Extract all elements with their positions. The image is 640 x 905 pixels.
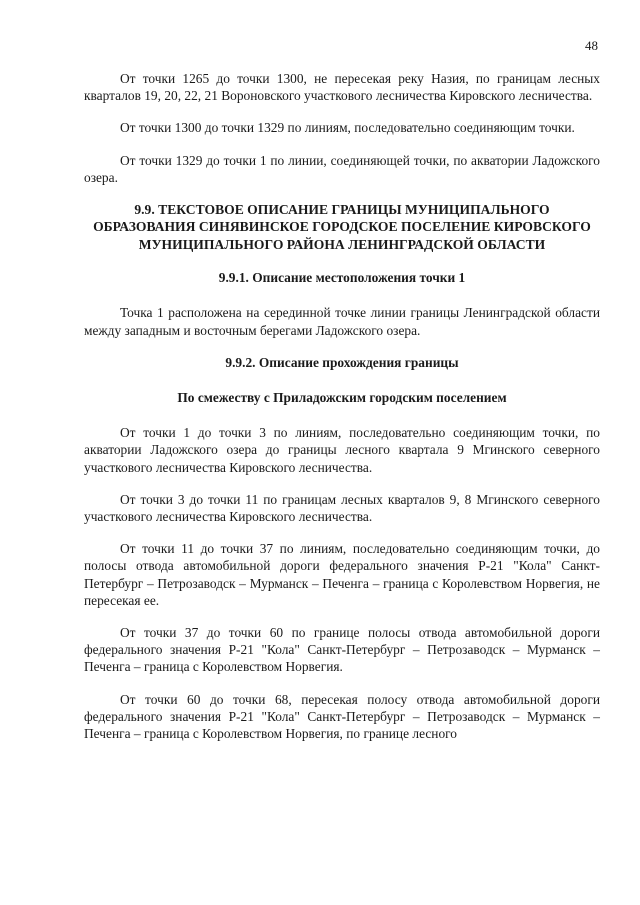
paragraph: От точки 1265 до точки 1300, не пересекая реку Назия, по границам лесных кварталов 19, 20, 22, 21 Вороновского участкового лесничества Кировского лесничества.	[84, 71, 600, 104]
document-body	[84, 70, 600, 757]
subsection-heading-point-location: 9.9.1. Описание местоположения точки 1	[218, 270, 466, 286]
adjacency-heading: По смежеству с Приладожским городским поселением	[177, 390, 507, 406]
paragraph: От точки 11 до точки 37 по линиям, последовательно соединяющим точки, до полосы отвода автомобильной дороги федерального значения Р-21 "Кола" Санкт-Петербург – Петрозаводск – Мурманск – Печенга – граница с Королевством Норвегия, не пересекая ее.	[84, 541, 600, 608]
paragraph: От точки 1 до точки 3 по линиям, последовательно соединяющим точки, по акватории Ладожского озера до границы лесного квартала 9 Мгинского северного участкового лесничества Кировского лесничества.	[84, 425, 600, 475]
paragraph: От точки 37 до точки 60 по границе полосы отвода автомобильной дороги федерального значения Р-21 "Кола" Санкт-Петербург – Петрозаводск – Мурманск – Печенга – граница с Королевством Норвегия.	[84, 625, 600, 675]
paragraph: От точки 1300 до точки 1329 по линиям, последовательно соединяющим точки.	[120, 120, 575, 136]
page-number: 48	[585, 38, 598, 53]
subsection-heading-boundary-description: 9.9.2. Описание прохождения границы	[225, 354, 459, 370]
paragraph: От точки 1329 до точки 1 по линии, соединяющей точки, по акватории Ладожского озера.	[84, 152, 600, 185]
paragraph: От точки 60 до точки 68, пересекая полосу отвода автомобильной дороги федерального значения Р-21 "Кола" Санкт-Петербург – Петрозаводск – Мурманск – Печенга – граница с Королевством Норвегия, по границе лесного	[84, 691, 600, 742]
paragraph: От точки 3 до точки 11 по границам лесных кварталов 9, 8 Мгинского северного участкового лесничества Кировского лесничества.	[84, 491, 600, 525]
section-heading: 9.9. ТЕКСТОВОЕ ОПИСАНИЕ ГРАНИЦЫ МУНИЦИПАЛЬНОГО ОБРАЗОВАНИЯ СИНЯВИНСКОЕ ГОРОДСКОЕ ПОСЕЛЕНИЕ КИРОВСКОГО МУНИЦИПАЛЬНОГО РАЙОНА ЛЕНИНГРАДСКОЙ ОБЛАСТИ	[93, 202, 591, 252]
paragraph: Точка 1 расположена на серединной точке линии границы Ленинградской области между западным и восточным берегами Ладожского озера.	[84, 305, 600, 338]
